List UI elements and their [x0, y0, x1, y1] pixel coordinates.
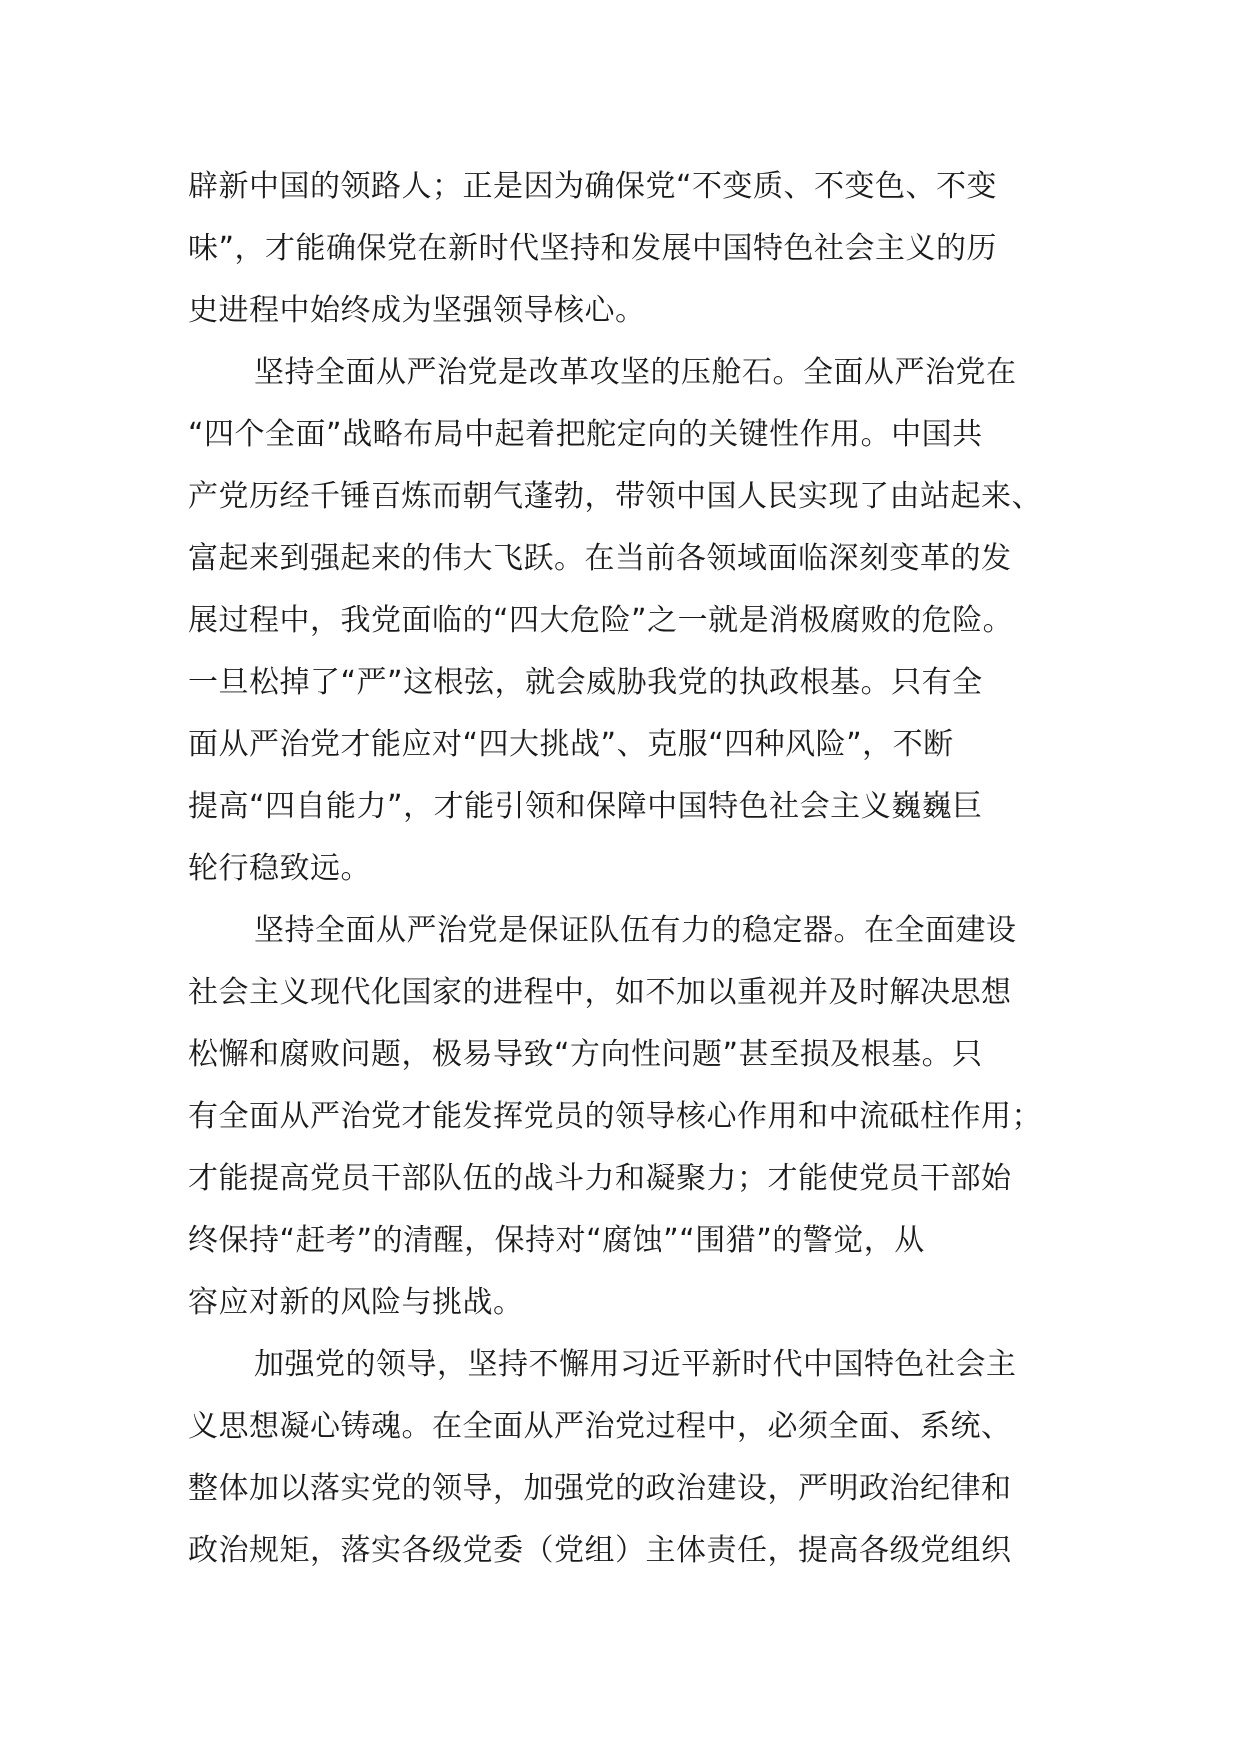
text-line: 义思想凝心铸魂。在全面从严治党过程中，必须全面、系统、: [188, 1409, 1012, 1444]
paragraph-first-line: 加强党的领导，坚持不懈用习近平新时代中国特色社会主: [254, 1347, 1017, 1382]
text-line: 终保持“赶考”的清醒，保持对“腐蚀”“围猎”的警觉，从: [188, 1223, 925, 1258]
text-line: 史进程中始终成为坚强领导核心。: [188, 293, 646, 328]
text-line: 展过程中，我党面临的“四大危险”之一就是消极腐败的危险。: [188, 603, 1014, 638]
paragraph-first-line: 坚持全面从严治党是改革攻坚的压舱石。全面从严治党在: [254, 355, 1017, 390]
text-line: 辟新中国的领路人；正是因为确保党“不变质、不变色、不变: [188, 169, 998, 204]
text-line: 富起来到强起来的伟大飞跃。在当前各领域面临深刻变革的发: [188, 541, 1012, 576]
text-line: 面从严治党才能应对“四大挑战”、克服“四种风险”，不断: [188, 727, 954, 762]
text-line: 有全面从严治党才能发挥党员的领导核心作用和中流砥柱作用；: [188, 1099, 1042, 1134]
text-line: 提高“四自能力”，才能引领和保障中国特色社会主义巍巍巨: [188, 789, 983, 824]
text-line: 政治规矩，落实各级党委（党组）主体责任，提高各级党组织: [188, 1533, 1012, 1568]
text-line: 整体加以落实党的领导，加强党的政治建设，严明政治纪律和: [188, 1471, 1012, 1506]
text-line: “四个全面”战略布局中起着把舵定向的关键性作用。中国共: [188, 417, 983, 452]
text-line: 轮行稳致远。: [188, 851, 371, 886]
text-line: 味”，才能确保党在新时代坚持和发展中国特色社会主义的历: [188, 231, 998, 266]
paragraph-first-line: 坚持全面从严治党是保证队伍有力的稳定器。在全面建设: [254, 913, 1017, 948]
text-line: 才能提高党员干部队伍的战斗力和凝聚力；才能使党员干部始: [188, 1161, 1012, 1196]
text-line: 社会主义现代化国家的进程中，如不加以重视并及时解决思想: [188, 975, 1012, 1010]
text-line: 松懈和腐败问题，极易导致“方向性问题”甚至损及根基。只: [188, 1037, 983, 1072]
text-line: 容应对新的风险与挑战。: [188, 1285, 524, 1320]
text-line: 一旦松掉了“严”这根弦，就会威胁我党的执政根基。只有全: [188, 665, 983, 700]
text-line: 产党历经千锤百炼而朝气蓬勃，带领中国人民实现了由站起来、: [188, 479, 1042, 514]
document-body: [188, 156, 1088, 1582]
